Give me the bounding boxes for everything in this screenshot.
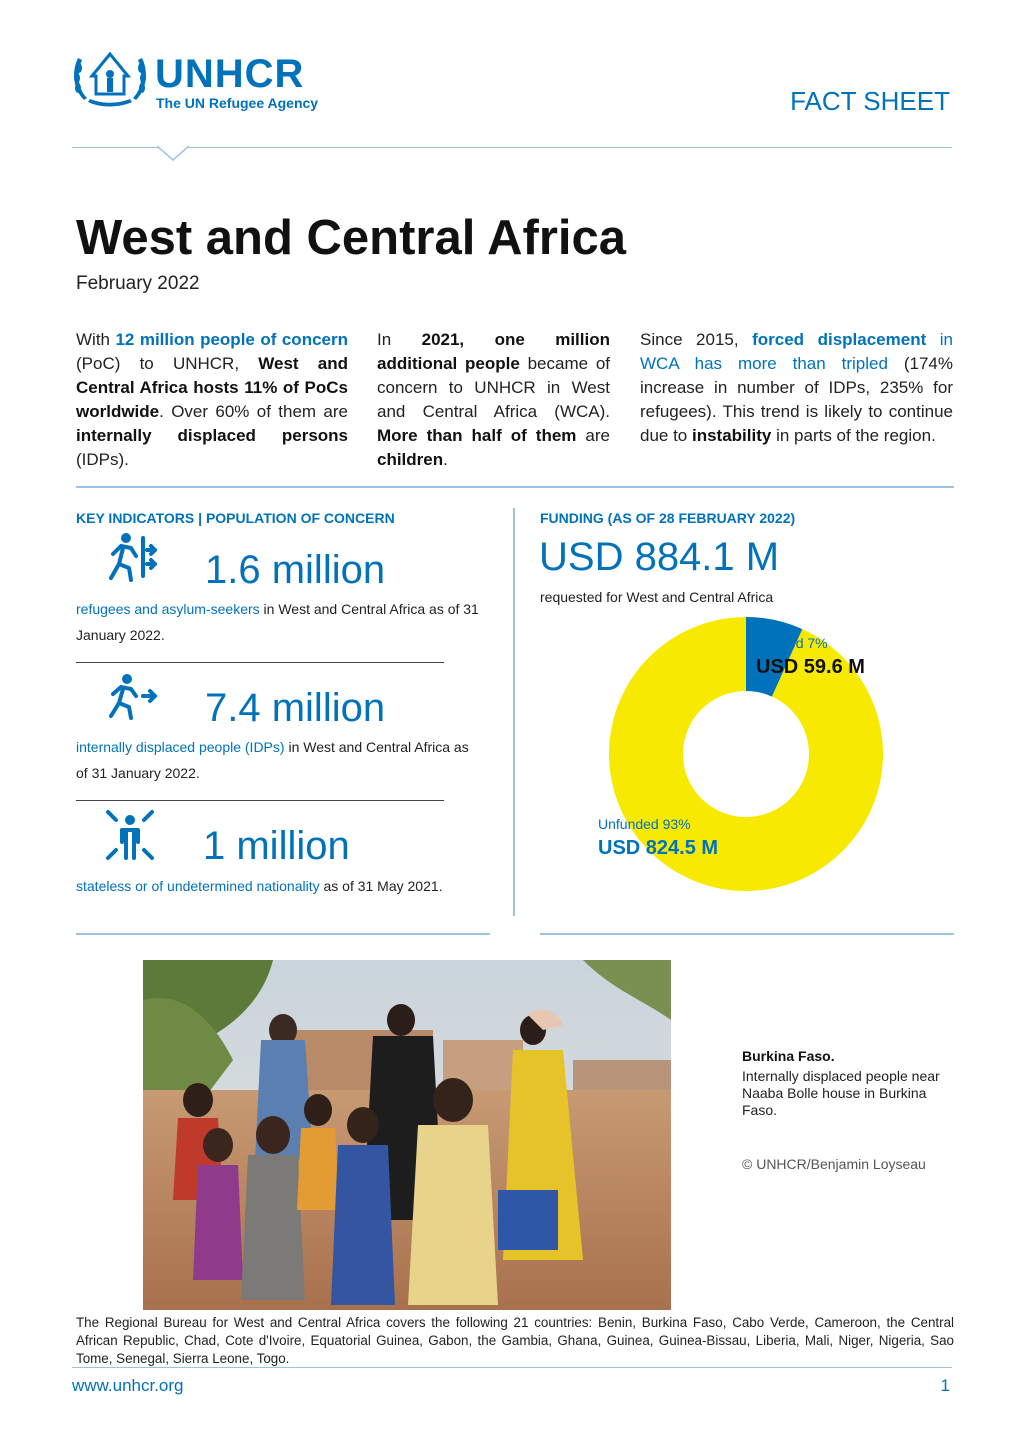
funding-subtitle: requested for West and Central Africa [540, 589, 774, 605]
intro-column-1 [76, 328, 348, 472]
funding-heading: FUNDING (AS OF 28 FEBRUARY 2022) [540, 510, 796, 526]
column-divider [513, 508, 515, 916]
intro-highlight: in WCA has more than tripled [640, 330, 953, 373]
section-divider-left [76, 933, 490, 935]
intro-column-3 [640, 328, 953, 448]
intro-highlight: 12 million people of concern [115, 330, 348, 349]
unhcr-logo [70, 48, 150, 110]
indicator-highlight: internally displaced people (IDPs) [76, 739, 285, 755]
unfunded-value-label: USD 824.5 M [598, 837, 719, 859]
indicators-heading: KEY INDICATORS | POPULATION OF CONCERN [76, 510, 395, 526]
page-title: West and Central Africa [76, 211, 627, 265]
intro-bold: instability [692, 426, 772, 445]
intro-text: (IDPs). [76, 450, 129, 469]
intro-text: . [443, 450, 448, 469]
header-divider [72, 147, 952, 148]
photo-caption-title: Burkina Faso. [742, 1048, 835, 1064]
photo-caption: Internally displaced people near Naaba Bolle house in Burkina Faso. [742, 1068, 940, 1118]
footer-website-link[interactable]: www.unhcr.org [72, 1376, 184, 1395]
intro-text: . Over 60% of them are [159, 402, 348, 421]
funded-value-label: USD 59.6 M [756, 656, 865, 678]
stateless-icon [104, 808, 156, 862]
unfunded-percent-label: Unfunded 93% [598, 816, 691, 832]
intro-text: In [377, 330, 422, 349]
intro-column-2 [377, 328, 610, 472]
indicator-highlight: stateless or of undetermined nationality [76, 878, 320, 894]
footer-divider [72, 1367, 952, 1368]
intro-bold: 2021, one million additional people [377, 330, 610, 373]
idp-icon [103, 672, 161, 722]
intro-text: in parts of the region. [771, 426, 936, 445]
indicator-stateless-text [76, 873, 496, 899]
indicator-divider [76, 662, 444, 663]
intro-highlight: forced displacement [752, 330, 927, 349]
intro-text: are [576, 426, 610, 445]
intro-text: Since 2015, [640, 330, 753, 349]
indicator-desc: as of 31 May 2021. [319, 878, 443, 894]
doc-type-label: FACT SHEET [790, 86, 950, 116]
burkina-faso-photo [143, 960, 671, 1310]
intro-bold: West and Central Africa hosts 11% of PoCs worldwide [76, 354, 348, 421]
indicator-stateless-value: 1 million [203, 824, 350, 868]
intro-text: (PoC) to UNHCR, [76, 354, 259, 373]
photo-children-illustration [143, 960, 671, 1310]
indicator-desc: in West and Central Africa as of 31 January 2022. [76, 601, 479, 643]
intro-text: With [76, 330, 116, 349]
page-number: 1 [940, 1376, 950, 1395]
countries-footnote: The Regional Bureau for West and Central Africa covers the following 21 countries: Benin, Burkina Faso, Cabo Verde, Cameroon, the Central African Republic, Chad, Cote d'Ivoire, Equatorial Guinea, Gabon, the Gambia, Ghana, Guinea, Guinea-Bissau, Liberia, Mali, Niger, Nigeria, Sao Tome, Senegal, Sierra Leone, Togo. [76, 1315, 954, 1366]
intro-bold: children [377, 450, 444, 469]
section-divider-right [540, 933, 954, 935]
unhcr-emblem-icon [70, 48, 150, 110]
indicator-refugees-value: 1.6 million [205, 548, 386, 592]
funding-total: USD 884.1 M [539, 535, 780, 579]
logo-wordmark: UNHCR [155, 52, 305, 96]
indicator-highlight: refugees and asylum-seekers [76, 601, 260, 617]
intro-text: became of concern to UNHCR in West and Central Africa (WCA). [377, 354, 610, 421]
indicator-idps-text [76, 734, 476, 786]
intro-divider [76, 486, 954, 488]
intro-bold: More than half of them [377, 426, 577, 445]
logo-tagline: The UN Refugee Agency [156, 95, 319, 111]
indicator-desc: in West and Central Africa as of 31 January 2022. [76, 739, 469, 781]
page-date: February 2022 [76, 273, 200, 294]
indicator-idps-value: 7.4 million [205, 686, 386, 730]
intro-text: (174% increase in number of IDPs, 235% for refugees). This trend is likely to continue due to [640, 354, 953, 445]
indicator-divider [76, 800, 444, 801]
indicator-refugees-text [76, 596, 496, 648]
intro-bold: internally displaced persons [76, 426, 348, 445]
funded-percent-label: Funded 7% [756, 635, 828, 651]
divider-notch-icon [157, 146, 189, 162]
photo-credit: © UNHCR/Benjamin Loyseau [742, 1156, 926, 1172]
refugee-icon [103, 530, 161, 586]
